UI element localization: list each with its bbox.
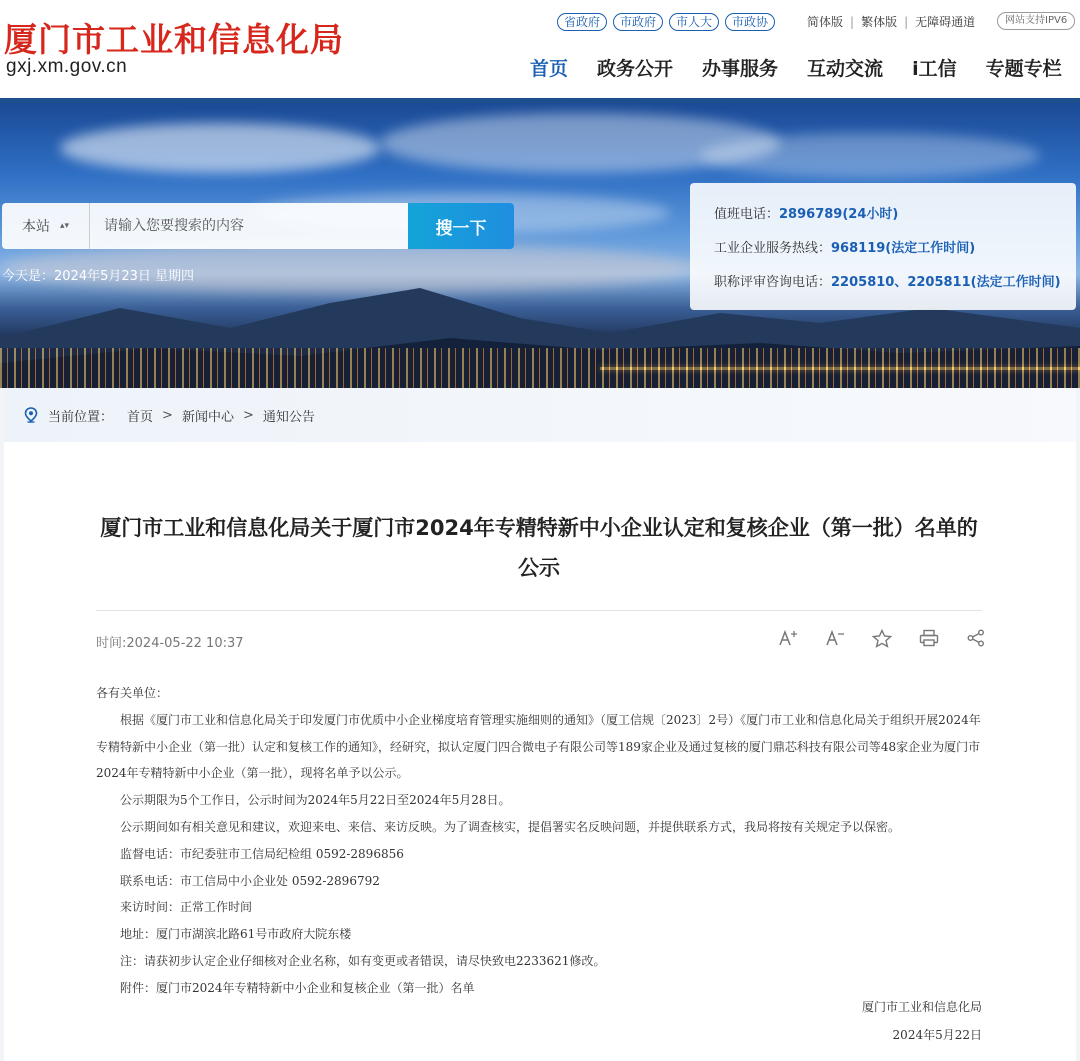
search-scope-select[interactable] [2, 203, 90, 249]
hotline-label: 职称评审咨询电话： [714, 275, 832, 290]
nav-gov-affairs[interactable]: 政务公开 [597, 58, 674, 80]
breadcrumb-news[interactable]: 新闻中心 [181, 409, 234, 425]
simplified-link[interactable]: 简体版 [807, 15, 844, 29]
today-date: 今天是：2024年5月23日 星期四 [2, 269, 195, 284]
font-increase-icon[interactable] [778, 628, 798, 648]
article-paragraph: 监督电话：市纪委驻市工信局纪检组 0592-2896856 [120, 846, 404, 861]
select-arrows-icon: ▴▾ [59, 221, 70, 231]
site-url: gxj.xm.gov.cn [6, 56, 128, 77]
breadcrumb-home[interactable]: 首页 [127, 409, 154, 425]
breadcrumb-separator: > [162, 407, 173, 423]
article-paragraph: 注：请获初步认定企业仔细核对企业名称，如有变更或者错误，请尽快致电2233621修改。 [120, 953, 606, 968]
breadcrumb [4, 388, 1076, 442]
hotline-number: 2896789(24小时) [779, 207, 899, 222]
article-paragraph: 地址：厦门市湖滨北路61号市政府大院东楼 [120, 927, 352, 942]
gov-link-city[interactable]: 市政府 [613, 13, 663, 31]
gov-link-cppcc[interactable]: 市政协 [725, 13, 775, 31]
article-container [4, 388, 1076, 1061]
article-paragraph: 公示期限为5个工作日，公示时间为2024年5月22日至2024年5月28日。 [120, 793, 511, 808]
search-button[interactable]: 搜一下 [408, 203, 514, 249]
article-body [96, 680, 982, 1002]
hotline-row [714, 237, 1076, 256]
title-divider [96, 610, 982, 611]
divider: | [850, 14, 855, 29]
divider: | [904, 14, 909, 29]
traditional-link[interactable]: 繁体版 [861, 15, 898, 29]
hotline-panel [690, 183, 1076, 310]
cloud-shape [700, 133, 1040, 178]
article-paragraph: 公示期间如有相关意见和建议，欢迎来电、来信、来访反映。为了调查核实，提倡署实名反映问题，并提供联系方式，我局将按有关规定予以保密。 [120, 819, 901, 834]
nav-topics[interactable]: 专题专栏 [985, 58, 1062, 80]
publish-time: 时间:2024-05-22 10:37 [96, 636, 244, 651]
article-salutation: 各有关单位： [96, 686, 169, 700]
article-title: 厦门市工业和信息化局关于厦门市2024年专精特新中小企业认定和复核企业（第一批）名单的公示 [100, 516, 978, 580]
hotline-number: 968119(法定工作时间) [831, 241, 976, 256]
accessibility-link[interactable]: 无障碍通道 [915, 15, 976, 29]
nav-igongxin[interactable]: i工信 [912, 58, 957, 80]
star-icon[interactable] [872, 628, 892, 648]
hotline-number: 2205810、2205811(法定工作时间) [831, 275, 1061, 290]
breadcrumb-label: 当前位置： [48, 409, 114, 425]
nav-services[interactable]: 办事服务 [702, 58, 779, 80]
site-header [0, 0, 1080, 100]
article-paragraph: 联系电话：市工信局中小企业处 0592-2896792 [120, 873, 380, 888]
hotline-label: 值班电话： [714, 207, 780, 222]
hotline-label: 工业企业服务热线： [714, 241, 832, 256]
search-bar [2, 203, 514, 249]
ipv6-badge: 网站支持IPV6 [997, 12, 1075, 30]
article-paragraph: 来访时间：正常工作时间 [120, 900, 253, 915]
font-decrease-icon[interactable] [825, 628, 845, 648]
location-pin-icon [24, 407, 38, 423]
signature-date: 2024年5月22日 [892, 1028, 982, 1042]
city-lights [0, 348, 1080, 388]
hotline-row [714, 271, 1076, 290]
print-icon[interactable] [919, 628, 939, 648]
nav-home[interactable]: 首页 [530, 58, 569, 80]
share-icon[interactable] [966, 628, 986, 648]
gov-link-province[interactable]: 省政府 [557, 13, 607, 31]
gov-link-congress[interactable]: 市人大 [669, 13, 719, 31]
article-tools [778, 628, 986, 648]
site-logo-title[interactable]: 厦门市工业和信息化局 [4, 20, 344, 59]
attachment-link[interactable]: 附件：厦门市2024年专精特新中小企业和复核企业（第一批）名单 [120, 980, 475, 995]
article-paragraph: 根据《厦门市工业和信息化局关于印发厦门市优质中小企业梯度培育管理实施细则的通知》（厦工信规〔2023〕2号）《厦门市工业和信息化局关于组织开展2024年专精特新中小企业（第一批）认定和复核工作的通知》，经研究，拟认定厦门四合微电子有限公司等189家企业及通过复核的厦门鼎芯科技有限公司等48家企业为厦门市2024年专精特新中小企业（第一批），现将名单予以公示。 [96, 712, 981, 781]
nav-interaction[interactable]: 互动交流 [807, 58, 884, 80]
search-scope-label: 本站 [21, 219, 50, 235]
gov-links [557, 12, 781, 32]
search-input[interactable] [90, 203, 408, 249]
cloud-shape [60, 123, 380, 173]
hero-banner [0, 103, 1080, 388]
main-nav [530, 54, 1080, 81]
language-links [807, 13, 975, 30]
breadcrumb-notices[interactable]: 通知公告 [262, 409, 315, 425]
signature-org: 厦门市工业和信息化局 [861, 1000, 982, 1014]
hotline-row [714, 203, 1076, 222]
breadcrumb-separator: > [242, 407, 254, 423]
